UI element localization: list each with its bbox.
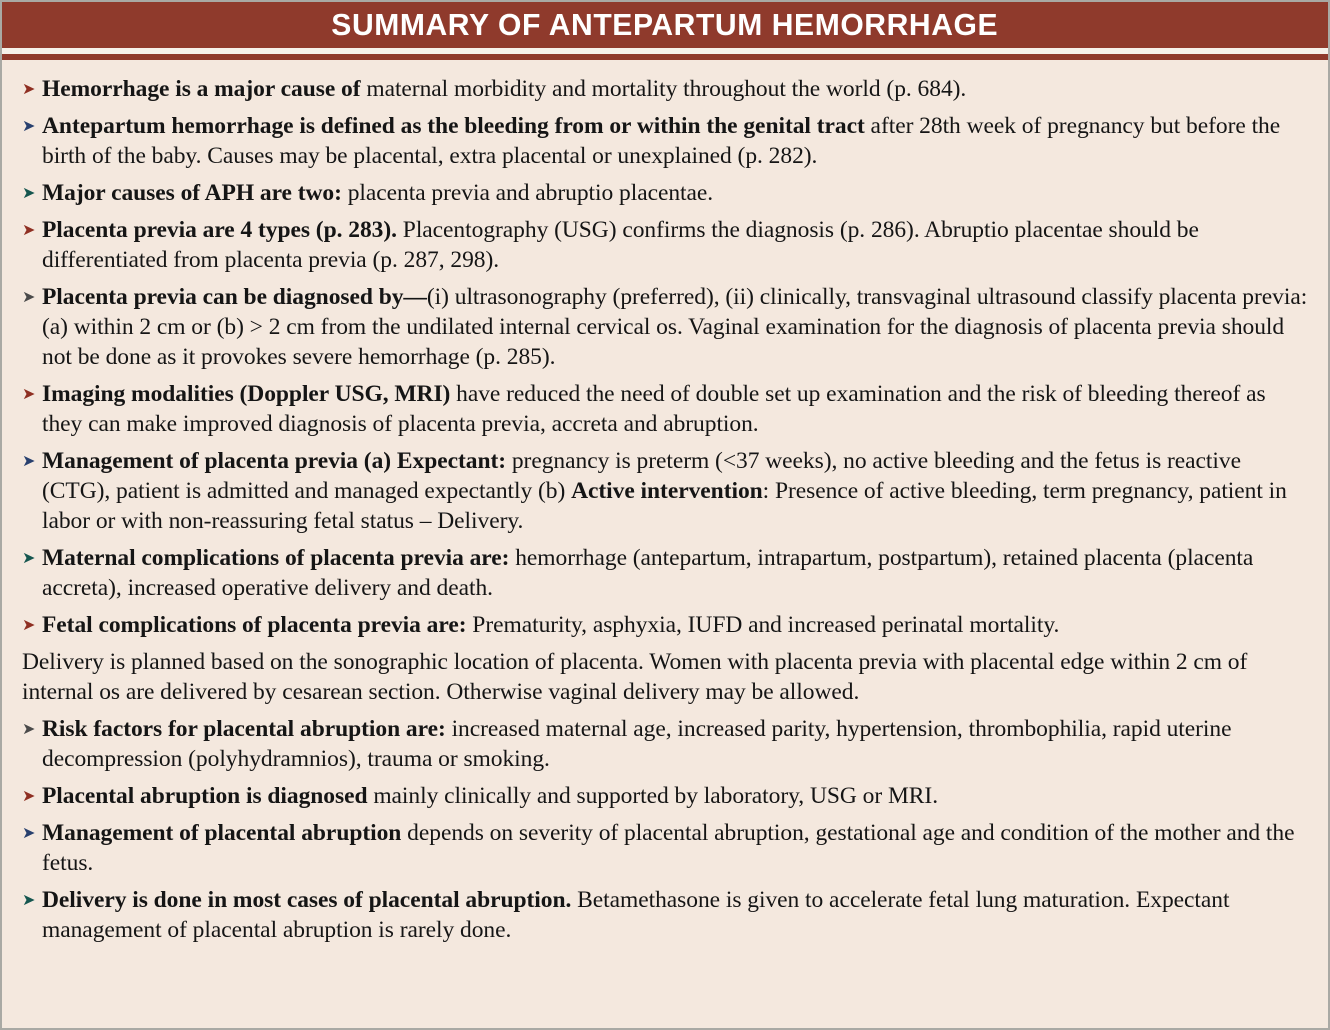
summary-list-item-text — [42, 178, 1310, 208]
summary-item-body: (i) ultrasonography (preferred), (ii) clinically, transvaginal ultrasound classify placenta previa: (a) within 2 cm or (b) > 2 cm from the undilated internal cervical os. Vaginal examination for the diagnosis of placenta previa should not be done as it provokes severe hemorrhage (p. 285). — [42, 284, 1308, 370]
summary-item-lead-secondary: Active intervention — [571, 478, 763, 504]
summary-list-item-text — [42, 74, 1310, 104]
summary-list-item-text — [42, 885, 1310, 945]
summary-list-item — [16, 111, 1310, 171]
summary-list-item — [16, 178, 1310, 208]
arrow-bullet-icon: ➤ — [22, 451, 36, 470]
arrow-bullet-icon: ➤ — [22, 116, 36, 135]
summary-list-item-text — [42, 714, 1310, 774]
summary-item-lead: Hemorrhage is a major cause of — [42, 76, 361, 102]
summary-item-body: placenta previa and abruptio placentae. — [341, 180, 714, 206]
summary-item-body: have reduced the need of double set up examination and the risk of bleeding thereof as they can make improved diagnosis of placenta previa, accreta and abruption. — [42, 381, 1266, 437]
summary-list-item — [16, 885, 1310, 945]
arrow-bullet-icon: ➤ — [22, 548, 36, 567]
summary-list-item-text — [42, 215, 1310, 275]
arrow-bullet-icon: ➤ — [22, 786, 36, 805]
summary-list-item — [16, 543, 1310, 603]
summary-item-lead: Placental abruption is diagnosed — [42, 783, 368, 809]
arrow-bullet-icon: ➤ — [22, 384, 36, 403]
summary-list-item-text — [42, 282, 1310, 372]
summary-item-body: Placentography (USG) confirms the diagnosis (p. 286). Abruptio placentae should be differentiated from placenta previa (p. 287, 298). — [42, 217, 1199, 273]
summary-item-body: pregnancy is preterm (<37 weeks), no active bleeding and the fetus is reactive (CTG), patient is admitted and managed expectantly (b) — [42, 448, 1241, 504]
summary-item-lead: Management of placenta previa (a) Expectant: — [42, 448, 507, 474]
summary-item-body: Betamethasone is given to accelerate fetal lung maturation. Expectant management of placental abruption is rarely done. — [42, 887, 1230, 943]
summary-item-lead: Delivery is done in most cases of placental abruption. — [42, 887, 572, 913]
summary-list-item — [16, 781, 1310, 811]
summary-list-item — [16, 74, 1310, 104]
summary-item-body: mainly clinically and supported by laboratory, USG or MRI. — [367, 783, 939, 809]
summary-list-item-text — [42, 543, 1310, 603]
arrow-bullet-icon: ➤ — [22, 183, 36, 202]
summary-item-lead: Antepartum hemorrhage is defined as the bleeding from or within the genital tract — [42, 113, 865, 139]
summary-list-item — [16, 379, 1310, 439]
summary-item-body: increased maternal age, increased parity, hypertension, thrombophilia, rapid uterine decompression (polyhydramnios), trauma or smoking. — [42, 716, 1232, 772]
summary-list-item-text — [42, 818, 1310, 878]
summary-paragraph: Delivery is planned based on the sonographic location of placenta. Women with placenta previa with placental edge within 2 cm of internal os are delivered by cesarean section. Otherwise vaginal delivery may be allowed. — [22, 649, 1248, 705]
summary-item-lead: Major causes of APH are two: — [42, 180, 342, 206]
summary-item-body: depends on severity of placental abruption, gestational age and condition of the mother and the fetus. — [42, 820, 1295, 876]
summary-list-item — [16, 282, 1310, 372]
arrow-bullet-icon: ➤ — [22, 719, 36, 738]
arrow-bullet-icon: ➤ — [22, 823, 36, 842]
arrow-bullet-icon: ➤ — [22, 890, 36, 909]
summary-list-item — [16, 818, 1310, 878]
summary-item-lead: Placenta previa can be diagnosed by— — [42, 284, 427, 310]
summary-item-body-secondary: : Presence of active bleeding, term pregnancy, patient in labor or with non-reassuring fetal status – Delivery. — [42, 478, 1287, 534]
summary-item-lead: Maternal complications of placenta previa are: — [42, 545, 510, 571]
summary-item-lead: Imaging modalities (Doppler USG, MRI) — [42, 381, 451, 407]
summary-list-item — [16, 714, 1310, 774]
summary-item-lead: Placenta previa are 4 types (p. 283). — [42, 217, 397, 243]
summary-list-item — [16, 446, 1310, 536]
summary-item-body: after 28th week of pregnancy but before the birth of the baby. Causes may be placental, extra placental or unexplained (p. 282). — [42, 113, 1281, 169]
summary-list-item-text — [42, 111, 1310, 171]
summary-list-item-text — [42, 610, 1310, 640]
summary-item-lead: Fetal complications of placenta previa are: — [42, 612, 467, 638]
summary-list-item-text — [42, 379, 1310, 439]
arrow-bullet-icon: ➤ — [22, 79, 36, 98]
summary-list-item — [16, 610, 1310, 640]
summary-item-lead: Risk factors for placental abruption are: — [42, 716, 446, 742]
arrow-bullet-icon: ➤ — [22, 287, 36, 306]
summary-item-body: maternal morbidity and mortality throughout the world (p. 684). — [360, 76, 967, 102]
page-title: SUMMARY OF ANTEPARTUM HEMORRHAGE — [331, 7, 999, 42]
summary-item-body: hemorrhage (antepartum, intrapartum, postpartum), retained placenta (placenta accreta), increased operative delivery and death. — [42, 545, 1254, 601]
summary-item-body: Prematurity, asphyxia, IUFD and increased perinatal mortality. — [466, 612, 1060, 638]
summary-list-item — [16, 215, 1310, 275]
arrow-bullet-icon: ➤ — [22, 220, 36, 239]
summary-content — [2, 60, 1328, 1028]
arrow-bullet-icon: ➤ — [22, 615, 36, 634]
summary-list-item-text — [42, 781, 1310, 811]
summary-item-lead: Management of placental abruption — [42, 820, 402, 846]
summary-header-bar — [2, 2, 1328, 48]
summary-list-item-text — [42, 446, 1310, 536]
